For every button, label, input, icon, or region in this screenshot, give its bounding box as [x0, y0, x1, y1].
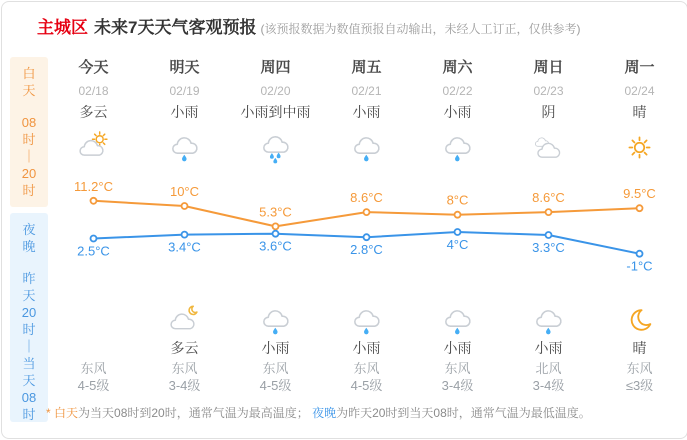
page-title: 未来7天天气客观预报: [94, 18, 257, 37]
night-condition: 小雨: [261, 340, 290, 356]
temp-label: 8°C: [446, 192, 469, 208]
disclaimer-note: (该预报数据为数值预报自动输出，未经人工订正，仅供参考): [260, 22, 581, 36]
day-condition: 小雨: [170, 104, 199, 120]
day-weather-icon-cell: [321, 125, 412, 169]
wind-direction: 东风: [353, 361, 380, 376]
day-weather-icon-cell: [48, 125, 139, 169]
day-weather-icon-cell: [503, 125, 594, 169]
cloud-moon-icon: [168, 304, 201, 337]
night-weather-icon-cell: [594, 297, 685, 338]
temp-point: [455, 212, 461, 218]
temp-label: 3.6°C: [259, 238, 292, 254]
day-condition: 晴: [632, 104, 647, 120]
temp-point: [91, 198, 97, 204]
temp-point: [273, 231, 279, 237]
day-name: 周四: [260, 59, 291, 76]
date-label: 02/20: [260, 84, 291, 98]
date-label: 02/24: [624, 84, 655, 98]
night-condition: 小雨: [534, 340, 563, 356]
cloud-rain-1-icon: [350, 304, 383, 337]
wind-direction: 北风: [535, 361, 562, 376]
wind-direction: 东风: [626, 361, 653, 376]
temp-label: 3.4°C: [168, 239, 201, 255]
day-period-time: 08时｜20时: [21, 115, 37, 198]
weather-forecast-panel: [1, 1, 687, 439]
temp-point: [637, 205, 643, 211]
day-condition: 小雨: [443, 104, 472, 120]
temp-label: 4°C: [446, 237, 469, 252]
date-label: 02/23: [533, 84, 564, 98]
day-weather-icon-cell: [139, 125, 230, 169]
day-name: 今天: [78, 59, 109, 76]
wind-direction: 东风: [444, 361, 471, 376]
wind-direction: 东风: [171, 361, 198, 376]
footnote-day-term: 白天: [54, 406, 79, 420]
night-condition: 晴: [632, 340, 647, 356]
night-weather-icon-cell: [139, 297, 230, 338]
temp-label: 2.5°C: [77, 243, 110, 259]
date-label: 02/21: [351, 84, 382, 98]
temp-point: [364, 209, 370, 215]
day-name: 周日: [533, 59, 564, 76]
day-period-label: 白天: [22, 66, 36, 98]
footnote-night-term: 夜晚: [312, 406, 337, 420]
night-period-label: 夜晚: [22, 222, 36, 254]
cloud-rain-1-icon: [532, 304, 565, 337]
temp-label: 11.2°C: [74, 178, 113, 194]
moon-icon: [623, 304, 656, 337]
date-label: 02/22: [442, 84, 473, 98]
sidebar-night-period: [10, 213, 48, 422]
day-name: 周五: [351, 59, 382, 76]
footnote-star: *: [46, 406, 55, 420]
page-header: [37, 13, 580, 38]
night-weather-icon-cell: [48, 297, 139, 338]
wind-level: 3-4级: [441, 378, 474, 393]
temp-label: 5.3°C: [259, 204, 292, 220]
wind-direction: 东风: [80, 361, 107, 376]
cloud-rain-1-icon: [441, 131, 474, 164]
sidebar-day-period: [10, 57, 48, 207]
temp-point: [364, 234, 370, 240]
temp-point: [455, 229, 461, 235]
cloud-rain-1-icon: [259, 304, 292, 337]
temp-point: [182, 232, 188, 238]
footnote-night-text: 为昨天20时到当天08时，通常气温为最低温度。: [336, 406, 591, 420]
day-condition: 阴: [541, 104, 556, 120]
wind-level: 3-4级: [168, 378, 201, 393]
footnote: [46, 404, 591, 421]
night-condition: 小雨: [443, 340, 472, 356]
temperature-chart: [48, 169, 685, 297]
temp-point: [91, 236, 97, 242]
sun-icon: [623, 131, 656, 164]
day-name: 周六: [442, 59, 473, 76]
overcast-icon: [532, 131, 565, 164]
night-condition: 多云: [170, 340, 199, 356]
temp-label: 8.6°C: [350, 190, 383, 206]
cloud-rain-1-icon: [350, 131, 383, 164]
temp-label: 2.8°C: [350, 242, 383, 258]
temp-label: 10°C: [169, 184, 200, 199]
temp-label: 3.3°C: [532, 240, 565, 255]
wind-level: ≤3级: [625, 378, 654, 393]
wind-level: 4-5级: [77, 378, 110, 393]
date-label: 02/19: [169, 84, 200, 98]
day-weather-icon-cell: [594, 125, 685, 169]
day-condition: 多云: [79, 104, 108, 120]
day-weather-icon-cell: [412, 125, 503, 169]
date-label: 02/18: [78, 84, 109, 98]
night-condition: [48, 338, 139, 360]
night-weather-icon-cell: [230, 297, 321, 338]
cloud-rain-1-icon: [441, 304, 474, 337]
night-condition: 小雨: [352, 340, 381, 356]
day-condition: 小雨: [352, 104, 381, 120]
wind-level: 3-4级: [532, 378, 565, 393]
cloud-rain-3-icon: [259, 131, 292, 164]
night-weather-icon-cell: [503, 297, 594, 338]
wind-level: 4-5级: [259, 378, 292, 393]
day-weather-icon-cell: [230, 125, 321, 169]
temp-point: [273, 223, 279, 229]
temp-point: [182, 203, 188, 209]
cloud-sun-icon: [77, 131, 110, 164]
day-condition: 小雨到中雨: [240, 104, 311, 120]
night-weather-icon-cell: [321, 297, 412, 338]
temp-point: [546, 209, 552, 215]
day-name: 周一: [624, 59, 655, 76]
cloud-rain-1-icon: [168, 131, 201, 164]
day-name: 明天: [169, 59, 200, 76]
temp-label: 9.5°C: [623, 186, 656, 202]
temp-label: 8.6°C: [532, 190, 565, 206]
temp-label: -1°C: [626, 258, 653, 274]
region-label: 主城区: [37, 18, 88, 37]
night-period-time: 昨天20时｜当天08时: [21, 271, 37, 422]
wind-level: 4-5级: [350, 378, 383, 393]
wind-direction: 东风: [262, 361, 289, 376]
temp-point: [637, 251, 643, 257]
night-weather-icon-cell: [412, 297, 503, 338]
temp-point: [546, 232, 552, 238]
footnote-day-text: 为当天08时到20时，通常气温为最高温度；: [78, 406, 313, 420]
